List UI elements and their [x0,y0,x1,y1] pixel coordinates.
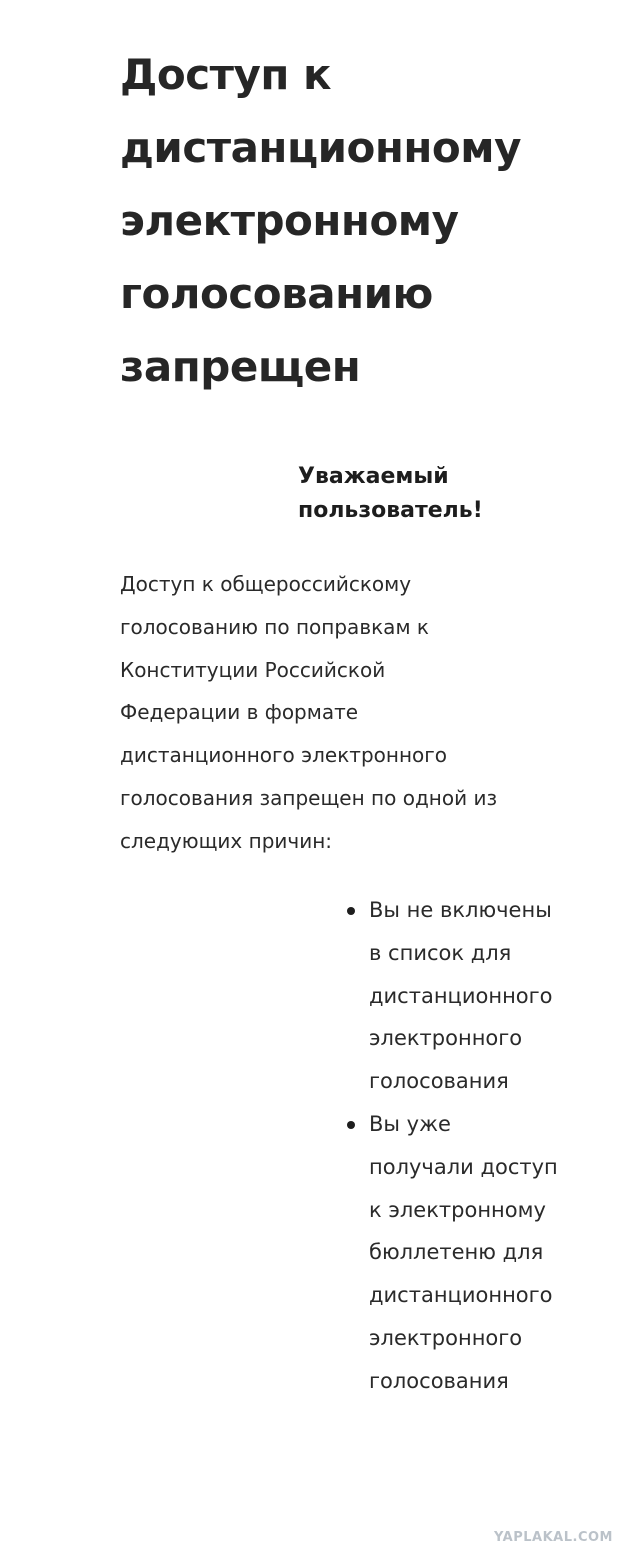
reasons-list [342,889,572,1403]
reason-item-1 [342,889,559,1103]
page-title: Доступ к дистанционному электронному голосованию запрещен [120,50,521,391]
reason-item-2 [342,1103,559,1403]
bullet-icon [347,1121,355,1129]
watermark: YAPLAKAL.COM [494,1530,613,1545]
reason-text: Вы не включены в список для дистанционного электронного голосования [369,898,553,1094]
greeting-heading: Уважаемый пользователь! [298,464,483,523]
reason-text: Вы уже получали доступ к электронному бюллетеню для дистанционного электронного голосования [369,1111,558,1393]
intro-paragraph: Доступ к общероссийскому голосованию по поправкам к Конституции Российской Федерации в формате дистанционного электронного голосования запрещен по одной из следующих причин: [120,572,498,853]
bullet-icon [347,907,355,915]
